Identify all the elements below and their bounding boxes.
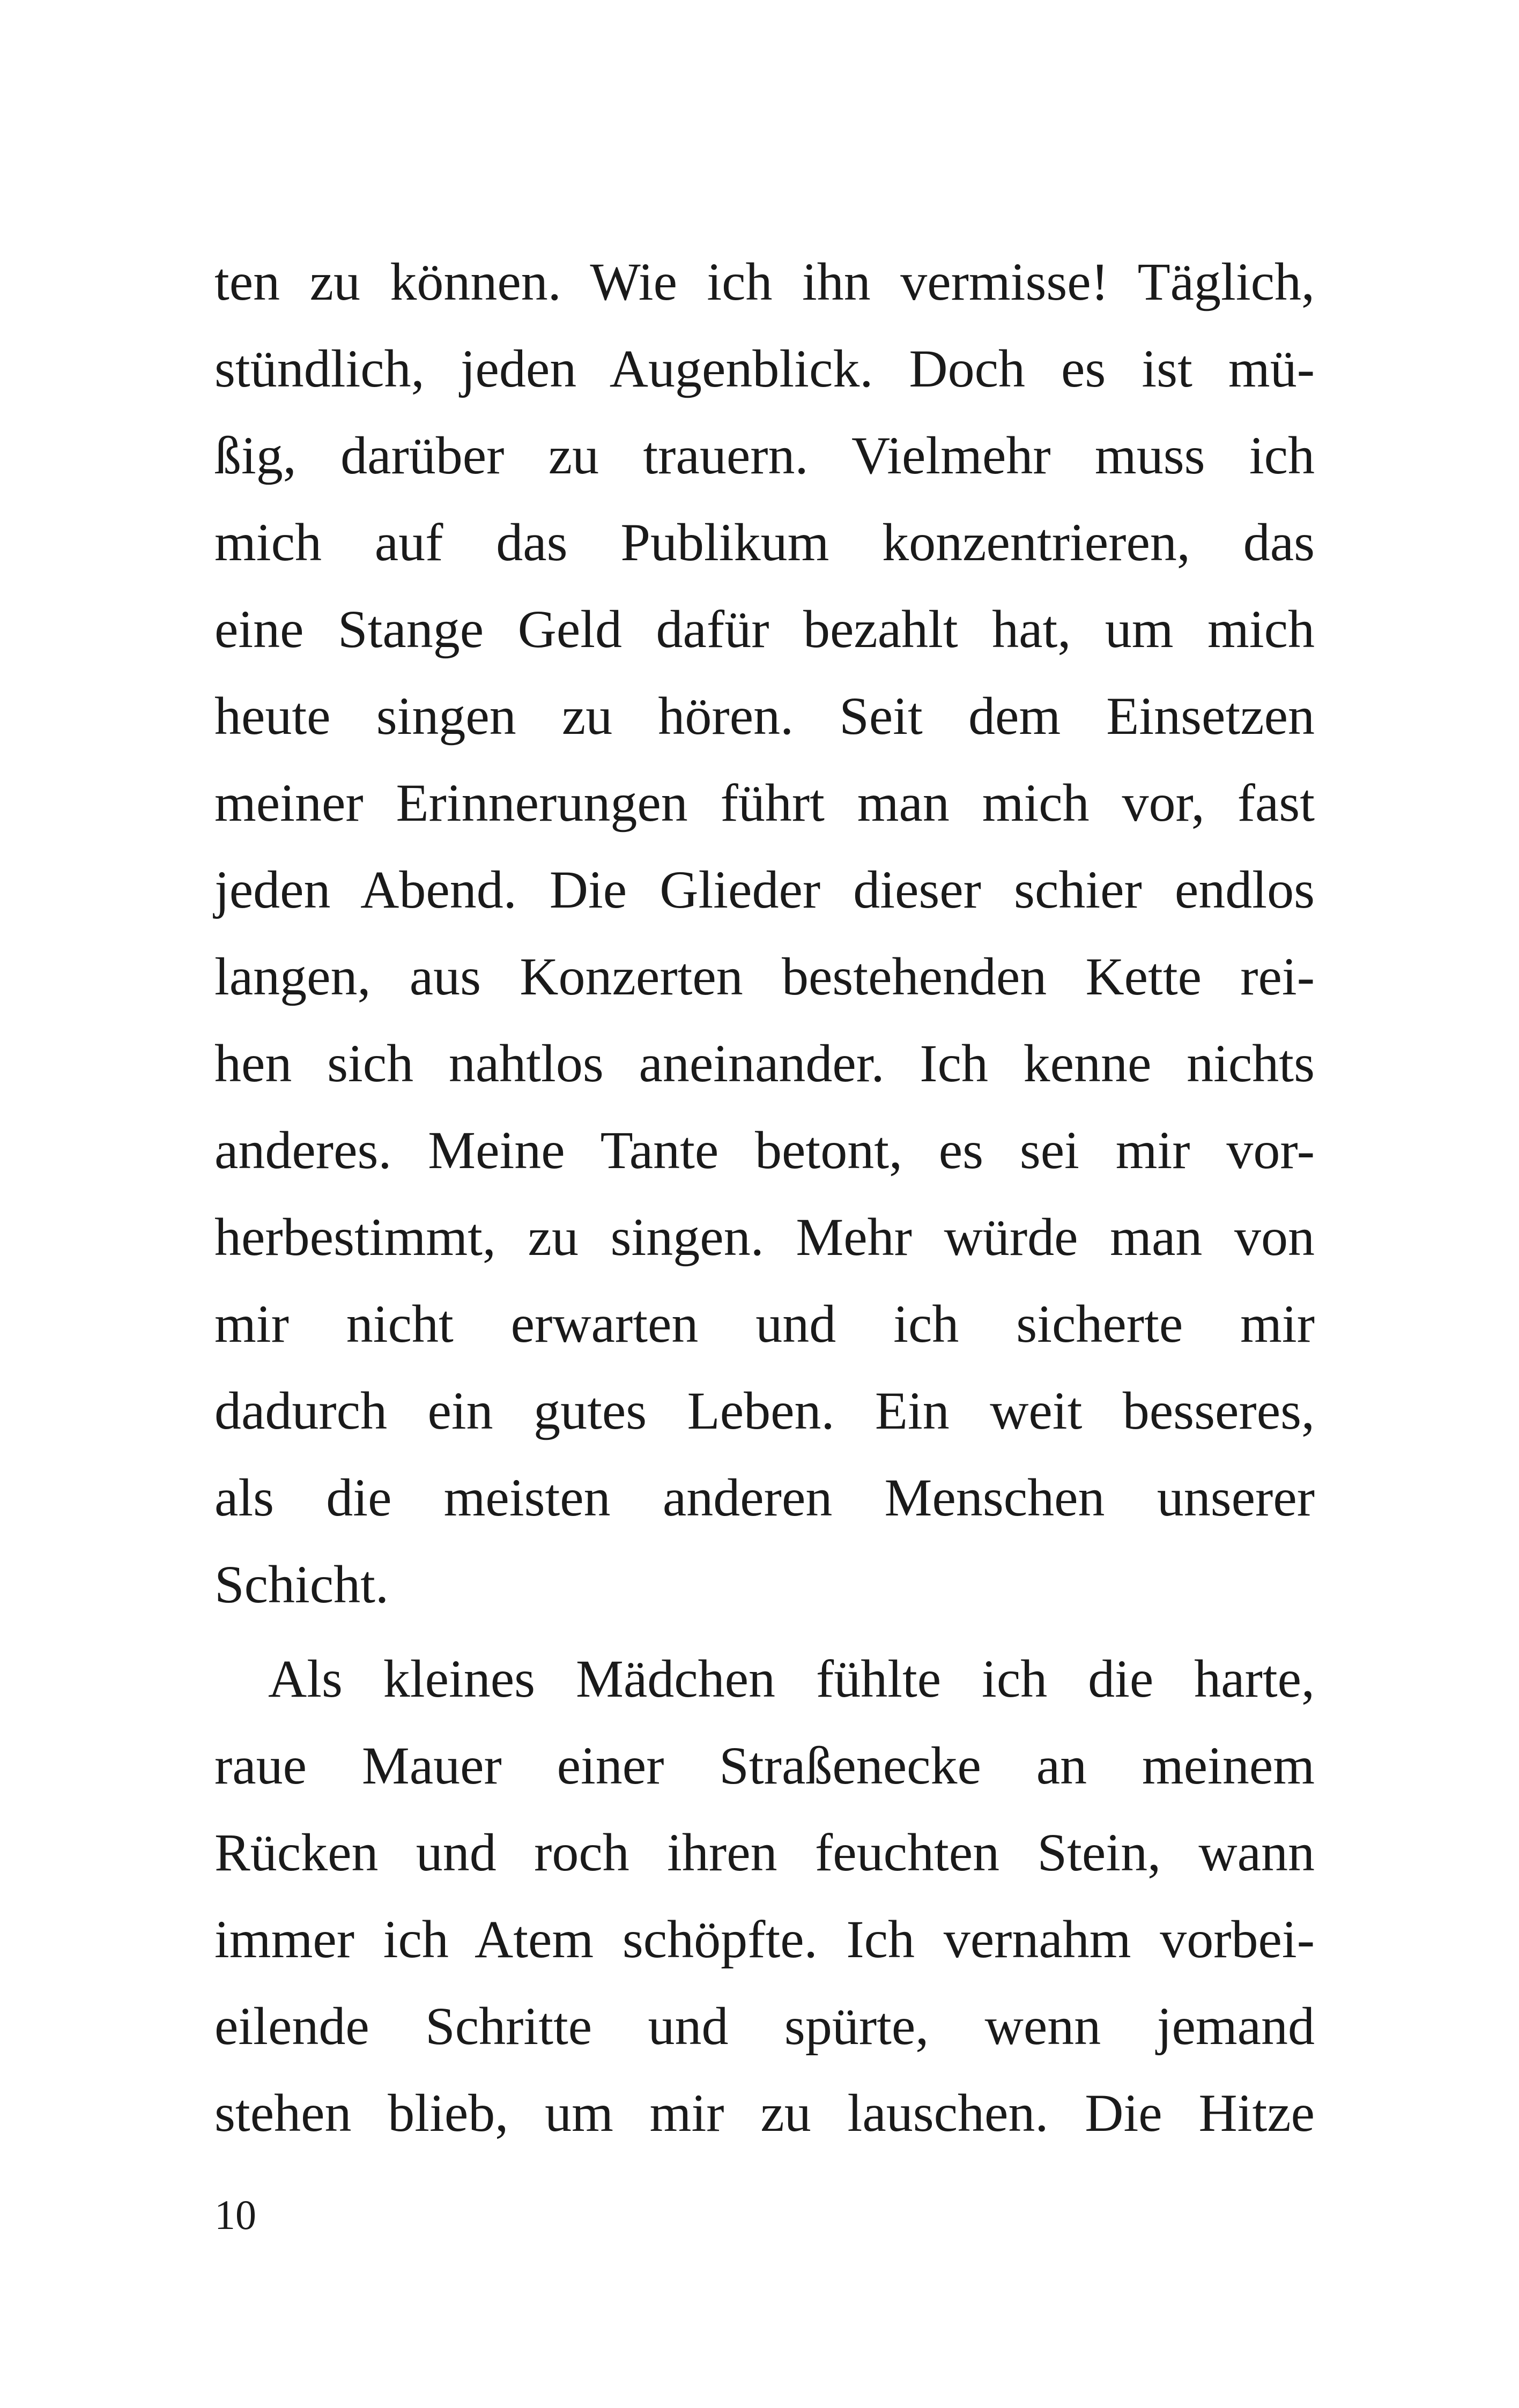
text-line: hen sich nahtlos aneinander. Ich kenne nichts — [214, 1034, 1315, 1093]
page-number: 10 — [214, 2191, 256, 2238]
paragraph-2 — [214, 1636, 1315, 2157]
text-line: mich auf das Publikum konzentrieren, das — [214, 512, 1315, 572]
paragraph-gap — [214, 1628, 1315, 1636]
text-line: jeden Abend. Die Glieder dieser schier endlos — [214, 860, 1315, 919]
text-line: langen, aus Konzerten bestehenden Kette rei- — [214, 947, 1315, 1006]
text-line: raue Mauer einer Straßenecke an meinem — [214, 1736, 1315, 1795]
text-line: ßig, darüber zu trauern. Vielmehr muss ich — [214, 426, 1315, 485]
paragraph-1 — [214, 239, 1315, 1628]
text-line: Als kleines Mädchen fühlte ich die harte, — [268, 1649, 1315, 1708]
text-line: stündlich, jeden Augenblick. Doch es ist mü- — [214, 339, 1315, 398]
text-line: Schicht. — [214, 1555, 389, 1614]
text-line: dadurch ein gutes Leben. Ein weit besseres, — [214, 1381, 1315, 1440]
text-line: ten zu können. Wie ich ihn vermisse! Täglich, — [214, 252, 1315, 311]
text-line: Rücken und roch ihren feuchten Stein, wann — [214, 1823, 1315, 1882]
text-line: heute singen zu hören. Seit dem Einsetzen — [214, 686, 1315, 746]
text-line: immer ich Atem schöpfte. Ich vernahm vorbei- — [214, 1909, 1315, 1969]
text-line: eine Stange Geld dafür bezahlt hat, um mich — [214, 599, 1315, 659]
text-line: mir nicht erwarten und ich sicherte mir — [214, 1294, 1315, 1354]
text-line: als die meisten anderen Menschen unserer — [214, 1468, 1315, 1527]
text-line: eilende Schritte und spürte, wenn jemand — [214, 1996, 1315, 2056]
text-line: herbestimmt, zu singen. Mehr würde man von — [214, 1207, 1315, 1267]
text-line: stehen blieb, um mir zu lauschen. Die Hitze — [214, 2083, 1315, 2143]
body-text — [214, 239, 1315, 2157]
text-line: anderes. Meine Tante betont, es sei mir vor- — [214, 1120, 1315, 1180]
text-line: meiner Erinnerungen führt man mich vor, fast — [214, 773, 1315, 833]
